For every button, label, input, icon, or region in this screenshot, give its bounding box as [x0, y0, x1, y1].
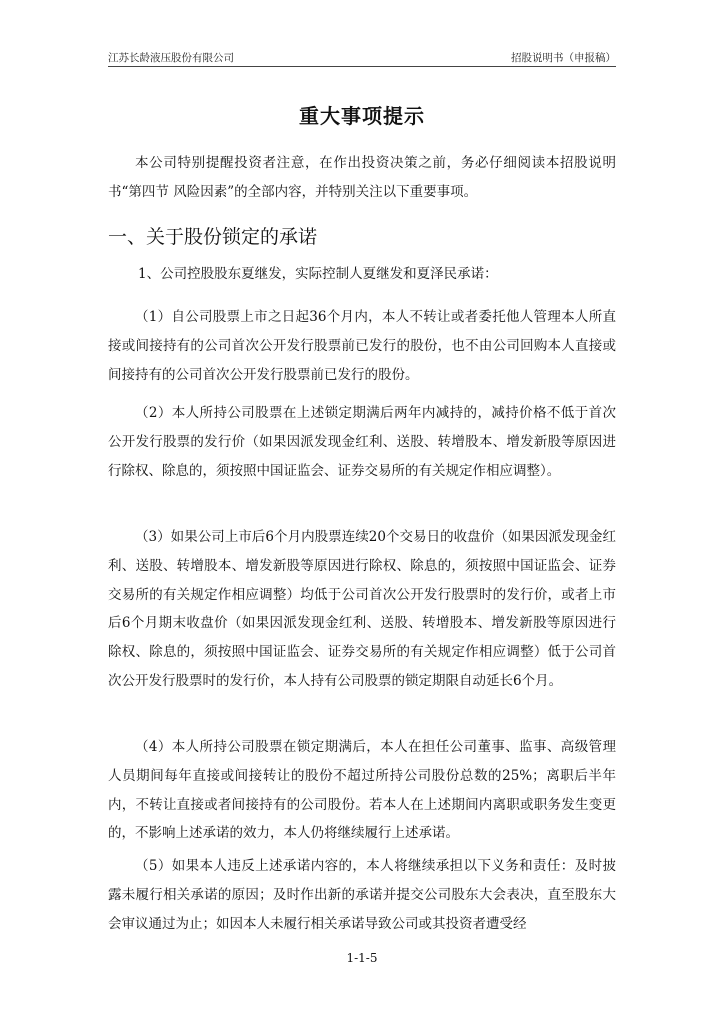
header-company-name: 江苏长龄液压股份有限公司 [108, 52, 234, 64]
commitment-intro: 1、公司控股股东夏继发，实际控制人夏继发和夏泽民承诺： [138, 266, 498, 282]
header-document-type: 招股说明书（申报稿） [511, 52, 616, 64]
commitment-paragraph-1: （1）自公司股票上市之日起36个月内，本人不转让或者委托他人管理本人所直接或间接持有的公司首次公开发行股票前已发行的股份，也不由公司回购本人直接或间接持有的公司首次公开发行股票前已发行的股份。 [108, 309, 616, 383]
page-title: 重大事项提示 [299, 104, 425, 128]
commitment-paragraph-2: （2）本人所持公司股票在上述锁定期满后两年内减持的，减持价格不低于首次公开发行股票的发行价（如果因派发现金红利、送股、转增股本、增发新股等原因进行除权、除息的，须按照中国证监会、证券交易所的有关规定作相应调整）。 [108, 405, 616, 479]
intro-paragraph: 本公司特别提醒投资者注意，在作出投资决策之前，务必仔细阅读本招股说明书“第四节 风险因素”的全部内容，并特别关注以下重要事项。 [108, 155, 616, 200]
commitment-paragraph-4: （4）本人所持公司股票在锁定期满后，本人在担任公司董事、监事、高级管理人员期间每年直接或间接转让的股份不超过所持公司股份总数的25%；离职后半年内，不转让直接或者间接持有的公司股份。若本人在上述期间内离职或职务发生变更的，不影响上述承诺的效力，本人仍将继续履行上述承诺。 [108, 739, 616, 842]
header-divider [108, 66, 616, 67]
page-number: 1-1-5 [346, 951, 378, 965]
commitment-paragraph-5: （5）如果本人违反上述承诺内容的，本人将继续承担以下义务和责任：及时披露未履行相关承诺的原因；及时作出新的承诺并提交公司股东大会表决，直至股东大会审议通过为止；如因本人未履行相关承诺导致公司或其投资者遭受经 [108, 858, 616, 932]
commitment-paragraph-3: （3）如果公司上市后6个月内股票连续20个交易日的收盘价（如果因派发现金红利、送股、转增股本、增发新股等原因进行除权、除息的，须按照中国证监会、证券交易所的有关规定作相应调整）均低于公司首次公开发行股票时的发行价，或者上市后6个月期末收盘价（如果因派发现金红利、送股、转增股本、增发新股等原因进行除权、除息的，须按照中国证监会、证券交易所的有关规定作相应调整）低于公司首次公开发行股票时的发行价，本人持有公司股票的锁定期限自动延长6个月。 [108, 529, 616, 689]
section-heading: 一、关于股份锁定的承诺 [108, 226, 318, 248]
